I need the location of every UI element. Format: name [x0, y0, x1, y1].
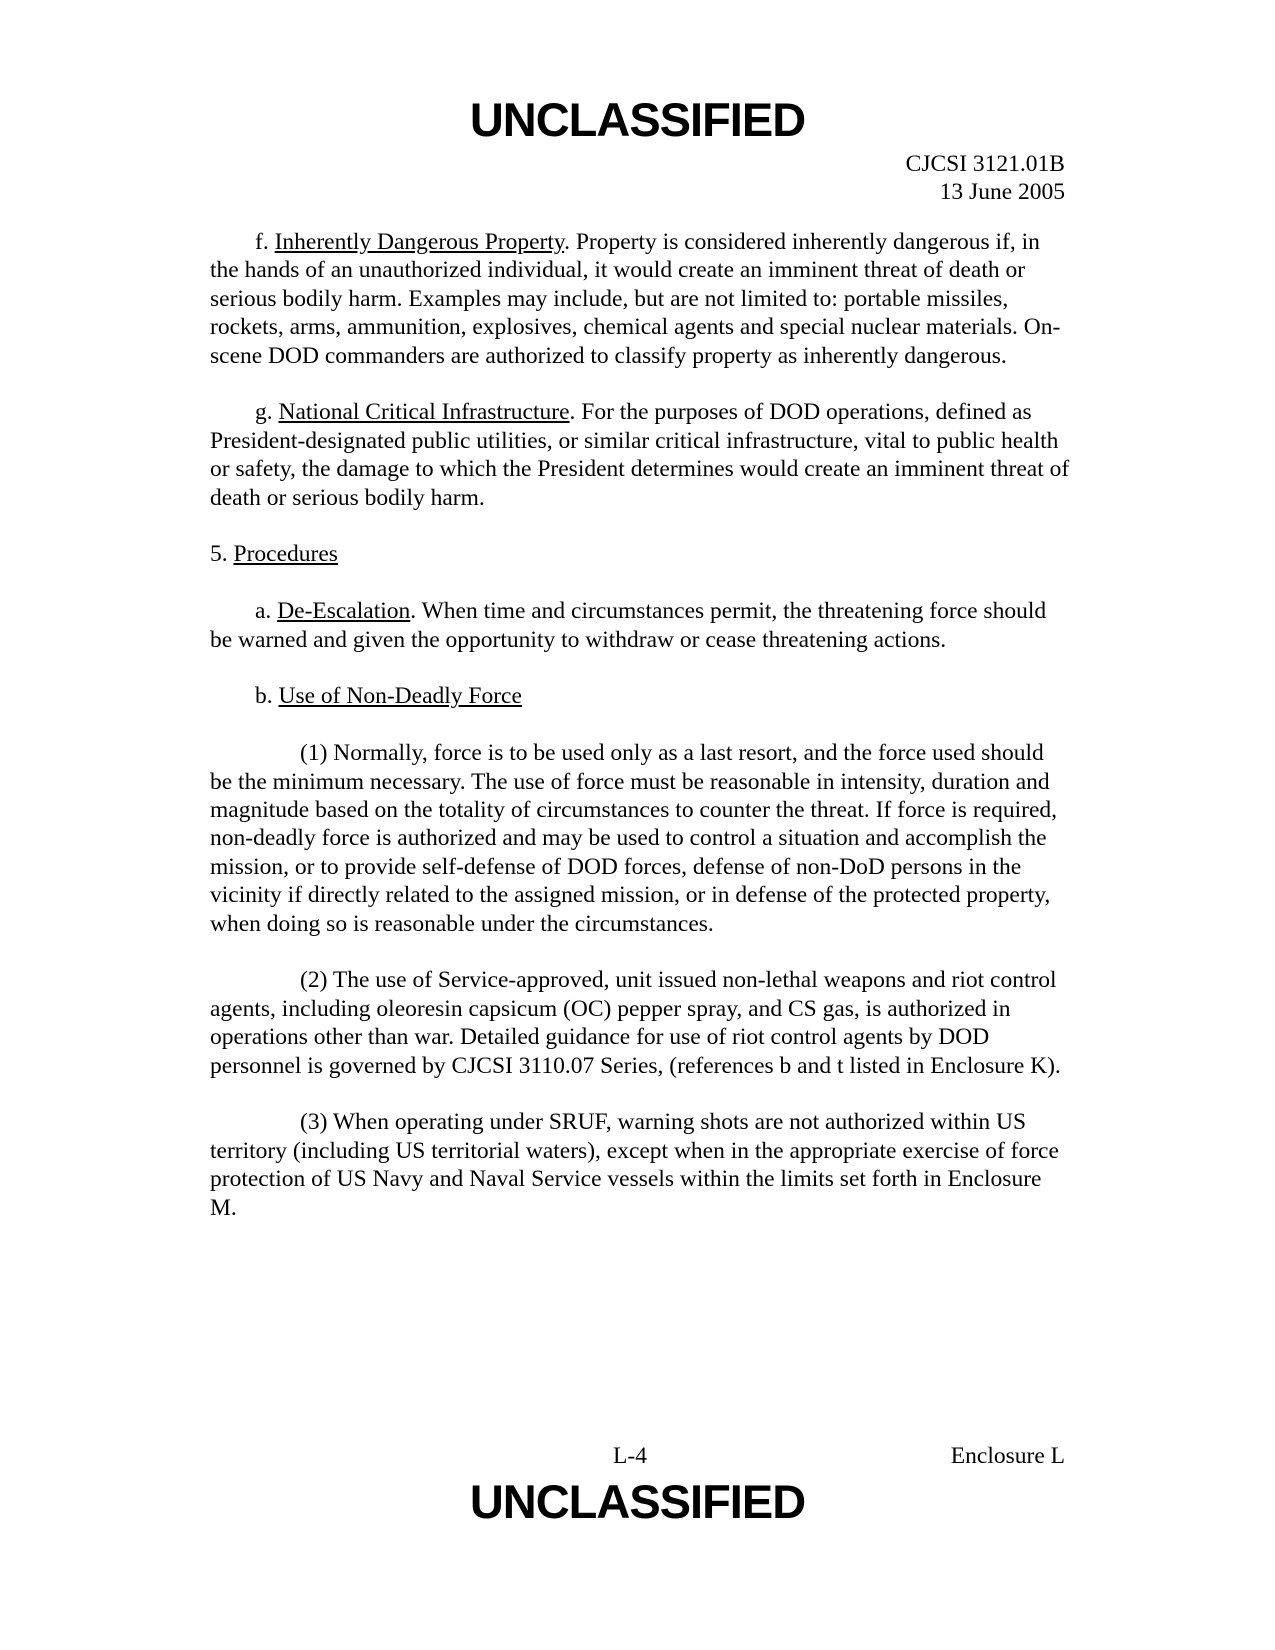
classification-marking-bottom: UNCLASSIFIED: [469, 1475, 806, 1528]
subparagraph-3: [210, 1108, 1070, 1222]
section-label: 5.: [210, 541, 234, 568]
section-5-heading: [210, 540, 1070, 568]
paragraph-heading: Use of Non-Deadly Force: [278, 683, 522, 710]
classification-marking-top: UNCLASSIFIED: [469, 93, 806, 146]
paragraph-heading: Inherently Dangerous Property: [274, 229, 565, 255]
document-header: [906, 150, 1065, 206]
document-date: 13 June 2005: [939, 179, 1065, 205]
document-number: CJCSI 3121.01B: [905, 151, 1065, 177]
paragraph-text: . For the purposes of DOD operations, defined as President-designated public utilities, or similar critical infrastructure, vital to public health or safety, the damage to which the President determines would create an imminent threat of death or serious bodily harm.: [210, 399, 1070, 511]
subparagraph-text: When operating under SRUF, warning shots are not authorized within US territory (including US territorial waters), except when in the appropriate exercise of force protection of US Navy and Naval Service vessels within the limits set forth in Enclosure M.: [210, 1109, 1059, 1221]
page-number: L-4: [613, 1443, 647, 1469]
subparagraph-label: (3): [300, 1109, 333, 1136]
section-heading: Procedures: [233, 541, 338, 568]
enclosure-label: Enclosure L: [950, 1443, 1065, 1469]
paragraph-heading: National Critical Infrastructure: [278, 399, 570, 426]
paragraph-label: g.: [255, 399, 279, 426]
subparagraph-text: Normally, force is to be used only as a last resort, and the force used should be the minimum necessary. The use of force must be reasonable in intensity, duration and magnitude based on the totality of circumstances to counter the threat. If force is required, non-deadly force is authorized and may be used to control a situation and accomplish the mission, or to provide self-defense of DOD forces, defense of non-DoD persons in the vicinity if directly related to the assigned mission, or in defense of the protected property, when doing so is reasonable under the circumstances.: [210, 740, 1057, 937]
subparagraph-2: [210, 966, 1070, 1080]
subparagraph-1: [210, 739, 1070, 938]
paragraph-g: [210, 398, 1070, 512]
paragraph-heading: De-Escalation: [277, 598, 411, 625]
paragraph-label: f.: [255, 229, 275, 255]
paragraph-text: . When time and circumstances permit, the threatening force should be warned and given the opportunity to withdraw or cease threatening actions.: [210, 598, 1047, 653]
document-body: [210, 228, 1070, 1251]
paragraph-label: b.: [255, 683, 279, 710]
subparagraph-label: (2): [300, 967, 333, 994]
paragraph-label: a.: [255, 598, 278, 625]
paragraph-text: . Property is considered inherently dangerous if, in the hands of an unauthorized individual, it would create an imminent threat of death or serious bodily harm. Examples may include, but are not limited to: portable missiles, rockets, arms, ammunition, explosives, chemical agents and special nuclear materials. On-scene DOD commanders are authorized to classify property as inherently dangerous.: [210, 229, 1061, 369]
paragraph-a: [210, 597, 1070, 654]
subparagraph-text: The use of Service-approved, unit issued non-lethal weapons and riot control agents, including oleoresin capsicum (OC) pepper spray, and CS gas, is authorized in operations other than war. Detailed guidance for use of riot control agents by DOD personnel is governed by CJCSI 3110.07 Series, (references b and t listed in Enclosure K).: [210, 967, 1061, 1079]
paragraph-b: [210, 682, 1070, 710]
paragraph-f: [210, 228, 1070, 370]
subparagraph-label: (1): [300, 740, 334, 767]
